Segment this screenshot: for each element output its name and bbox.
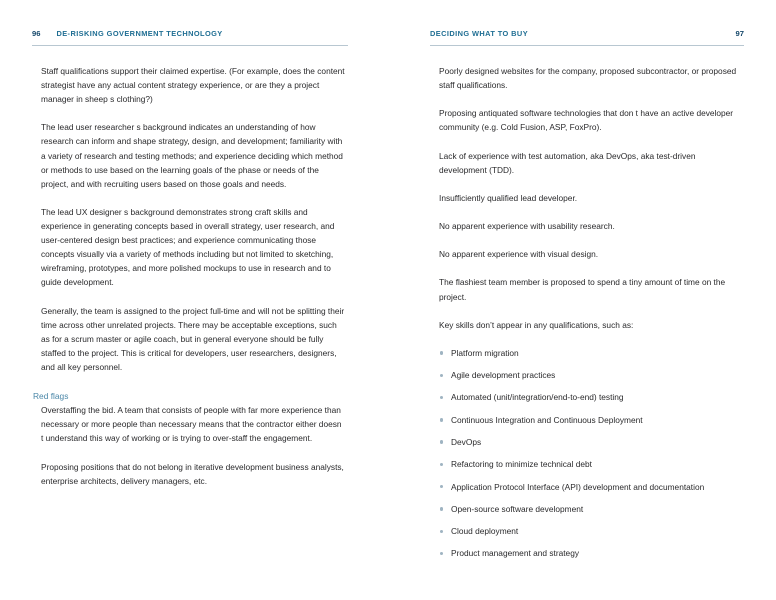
key-skills-list — [439, 346, 744, 561]
list-item — [439, 346, 744, 360]
paragraph: Staff qualifications support their claimed expertise. (For example, does the content strategist have any actual content strategy experience, or are they a project manager in sheep s clothing?) — [41, 66, 345, 105]
list-item — [439, 480, 744, 494]
bullet-icon — [440, 396, 443, 399]
bullet-icon — [440, 374, 443, 377]
paragraph: Lack of experience with test automation, aka DevOps, aka test-driven development (TDD). — [439, 150, 696, 175]
right-page-body — [439, 64, 744, 569]
bullet-icon — [440, 552, 443, 555]
list-item-label: Open-source software development — [451, 503, 584, 514]
bullet-icon — [440, 351, 443, 354]
paragraph: Overstaffing the bid. A team that consists of people with far more experience than necessary or more people than necessary means that the contractor either doesn t understand this way of working or is trying to over-staff the engagement. — [41, 405, 342, 444]
list-item-label: Agile development practices — [451, 370, 556, 381]
list-item — [439, 524, 744, 538]
right-page — [388, 0, 776, 600]
list-item — [439, 413, 744, 427]
bullet-icon — [440, 530, 443, 533]
right-page-running-head-title: DECIDING WHAT TO BUY — [430, 29, 529, 38]
paragraph: The lead UX designer s background demonstrates strong craft skills and experience in generating concepts based in overall strategy, user research, and user-centered design best practices; and experience communicating those concepts visually via a variety of methods including but not limited to sketching, wireframing, prototypes, and more polished mockups to use in research and to guide development. — [41, 206, 335, 288]
paragraph: No apparent experience with usability research. — [439, 221, 615, 232]
paragraph: The flashiest team member is proposed to spend a tiny amount of time on the project. — [439, 277, 726, 302]
left-page-header-rule — [32, 45, 348, 46]
list-item — [439, 435, 744, 449]
list-item — [439, 390, 744, 404]
paragraph: Generally, the team is assigned to the project full-time and will not be splitting their time across other unrelated projects. There may be acceptable exceptions, such as for a scrum master or agile coach, but in general everyone should be fully staffed to the project. This is critical for developers, user researchers, designers, and all key personnel. — [41, 305, 345, 372]
left-page-body — [33, 64, 346, 502]
list-item-label: DevOps — [451, 437, 482, 447]
paragraph: Poorly designed websites for the company, proposed subcontractor, or proposed staff qualifications. — [439, 66, 737, 91]
left-page-running-head-title: DE-RISKING GOVERNMENT TECHNOLOGY — [56, 29, 223, 38]
list-item-label: Automated (unit/integration/end-to-end) testing — [451, 392, 624, 403]
list-item-label: Continuous Integration and Continuous Deployment — [451, 414, 643, 425]
right-page-folio: 97 — [735, 29, 744, 38]
list-item — [439, 457, 744, 471]
list-item-label: Platform migration — [451, 347, 519, 358]
list-item-label: Product management and strategy — [451, 548, 580, 559]
red-flags-subheading: Red flags — [33, 391, 69, 402]
right-page-running-head — [388, 29, 776, 51]
list-item — [439, 368, 744, 382]
right-page-header-rule — [430, 45, 744, 46]
paragraph: The lead user researcher s background indicates an understanding of how research can inform and shape strategy, design, and development; familiarity with a variety of research and testing methods; and experience deciding which method or methods to use based on the learning goals of the phase or needs of the project, and with recruiting users based on those goals and needs. — [41, 122, 343, 189]
paragraph: Proposing positions that do not belong in iterative development business analysts, enterprise architects, delivery managers, etc. — [41, 461, 344, 486]
left-page-running-head — [0, 29, 388, 51]
list-item — [439, 546, 744, 560]
paragraph: No apparent experience with visual design. — [439, 249, 599, 260]
bullet-icon — [440, 507, 443, 510]
bullet-icon — [440, 463, 443, 466]
bullet-icon — [440, 418, 443, 421]
bullet-icon — [440, 485, 443, 488]
list-item — [439, 502, 744, 516]
list-item-label: Cloud deployment — [451, 526, 519, 537]
left-page-folio: 96 — [32, 29, 41, 38]
paragraph: Insufficiently qualified lead developer. — [439, 192, 578, 203]
paragraph: Proposing antiquated software technologies that don t have an active developer community (e.g. Cold Fusion, ASP, FoxPro). — [439, 108, 734, 133]
key-skills-lead-in: Key skills don’t appear in any qualifications, such as: — [439, 319, 634, 330]
list-item-label: Refactoring to minimize technical debt — [451, 459, 592, 470]
bullet-icon — [440, 440, 443, 443]
list-item-label: Application Protocol Interface (API) development and documentation — [451, 481, 705, 492]
